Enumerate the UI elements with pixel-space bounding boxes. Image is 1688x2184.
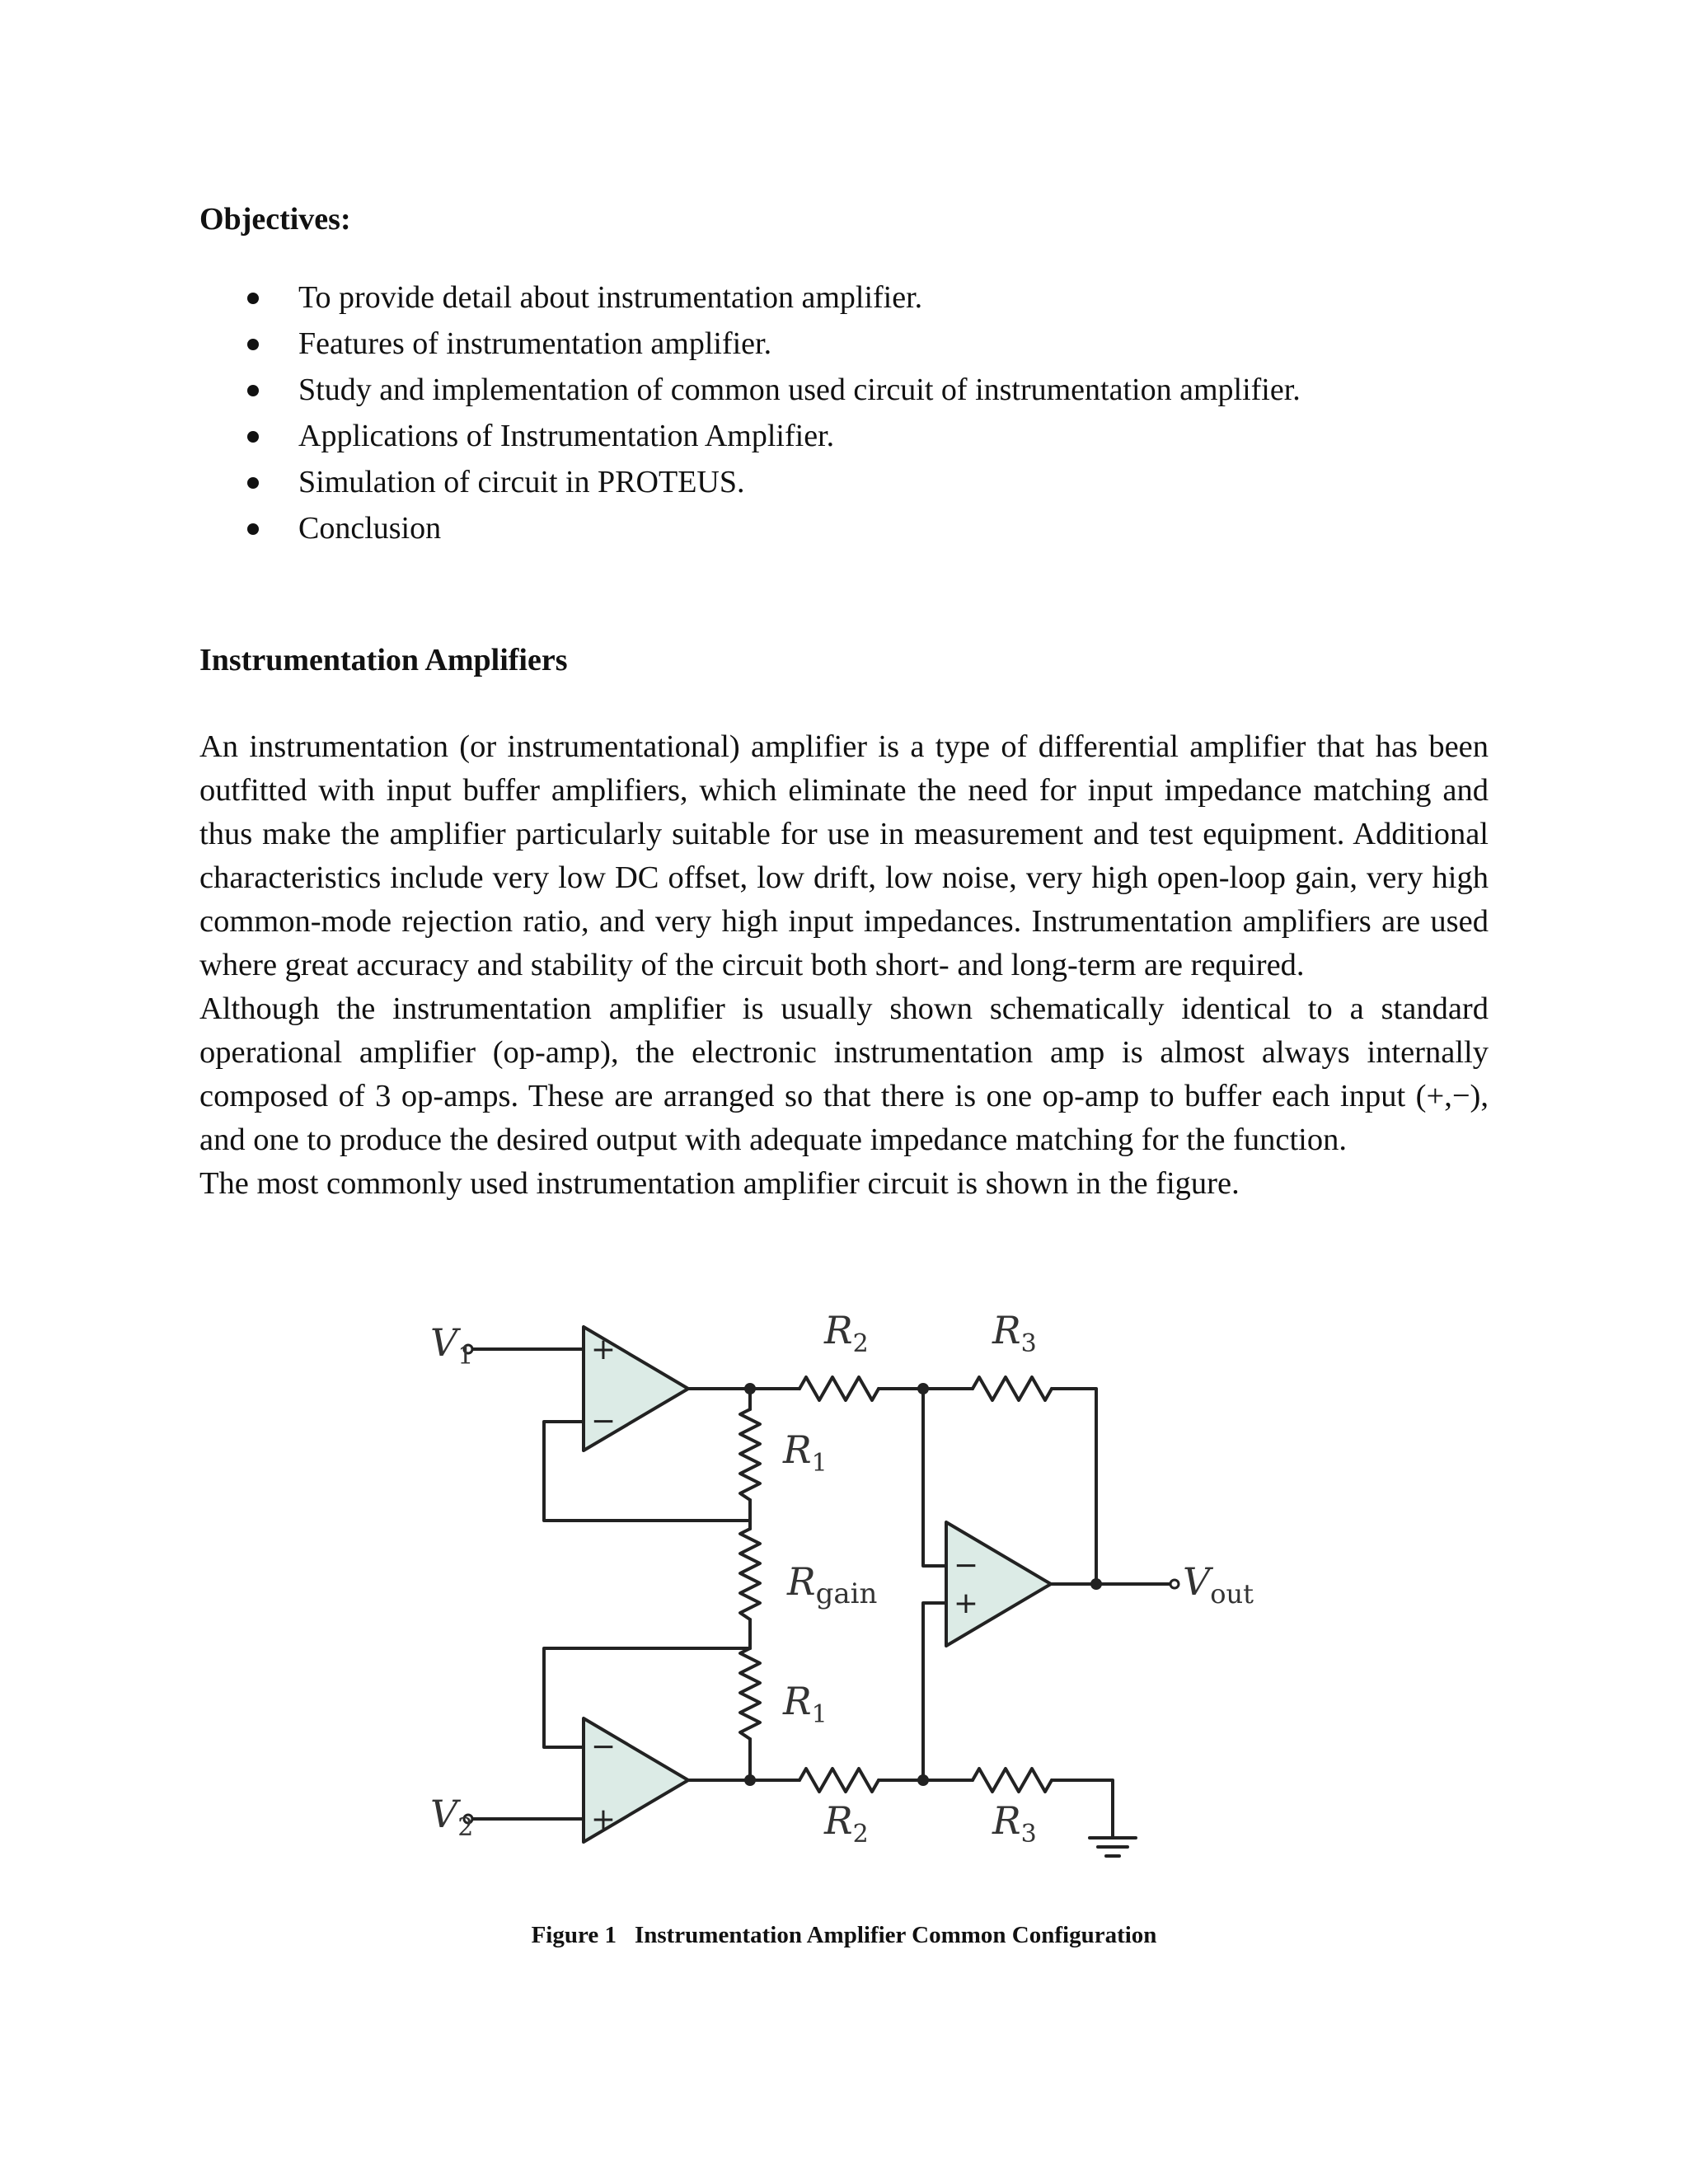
resistor-r3-top xyxy=(973,1377,1052,1400)
junction-dot xyxy=(917,1383,929,1394)
figure-caption-number: Figure 1 xyxy=(531,1922,617,1948)
bullet-icon xyxy=(247,293,259,304)
bullet-icon xyxy=(247,339,259,350)
paragraph-figure-intro: The most commonly used instrumentation amplifier circuit is shown in the figure. xyxy=(199,1166,1240,1201)
objective-item xyxy=(199,274,1518,321)
label-r3-bottom: $R_3$ xyxy=(992,1798,1037,1849)
label-vout: $V_{out}$ xyxy=(1183,1559,1254,1610)
bullet-icon xyxy=(247,385,259,396)
objective-item xyxy=(199,321,1518,367)
opamp2-plus-sign: + xyxy=(590,1802,617,1836)
circuit-figure xyxy=(412,1306,1286,1900)
label-v1: $V_1$ xyxy=(430,1320,474,1371)
objective-item xyxy=(199,367,1518,413)
bullet-icon xyxy=(247,523,259,535)
wire-op2-feedback xyxy=(544,1648,750,1747)
objective-text: Conclusion xyxy=(298,511,442,546)
section-body xyxy=(199,725,1489,1206)
figure-caption xyxy=(0,1920,1688,1950)
resistor-r1-bottom xyxy=(740,1648,760,1739)
objective-item xyxy=(199,413,1518,459)
objective-text: Applications of Instrumentation Amplifier. xyxy=(298,419,835,453)
wire-feedback-output xyxy=(1052,1389,1096,1584)
wire-op1-feedback xyxy=(544,1422,750,1521)
label-r2-top: $R_2$ xyxy=(824,1308,869,1358)
bullet-icon xyxy=(247,431,259,443)
bullet-icon xyxy=(247,477,259,489)
objective-item xyxy=(199,505,1518,551)
objective-text: To provide detail about instrumentation amplifier. xyxy=(298,280,923,315)
junction-dot xyxy=(1090,1578,1102,1590)
terminal-vout xyxy=(1170,1580,1179,1588)
wire-op3-noninverting xyxy=(923,1603,946,1780)
objective-text: Simulation of circuit in PROTEUS. xyxy=(298,465,745,499)
wire-ground xyxy=(1052,1780,1113,1838)
label-rgain: $R_{gain}$ xyxy=(787,1559,878,1610)
section-heading: Instrumentation Amplifiers xyxy=(199,643,568,677)
resistor-r2-top xyxy=(799,1377,879,1400)
figure-caption-text: Instrumentation Amplifier Common Configuration xyxy=(634,1922,1157,1948)
junction-dot xyxy=(744,1774,756,1786)
label-r1-top: $R_1$ xyxy=(783,1427,828,1478)
objective-item xyxy=(199,459,1518,505)
objective-text: Features of instrumentation amplifier. xyxy=(298,326,772,361)
opamp3-plus-sign: + xyxy=(953,1586,979,1620)
objectives-heading: Objectives: xyxy=(199,202,351,237)
label-v2: $V_2$ xyxy=(430,1792,474,1842)
paragraph-internal-structure: Although the instrumentation amplifier is usually shown schematically identical to a standard operational amplifier (op-amp), the electronic instrumentation amp is almost always internally composed of 3 op-amps. These are arranged so that there is one op-amp to buffer each input (+,−), and one to produce the desired output with adequate impedance matching for the function. xyxy=(199,991,1489,1157)
resistor-rgain xyxy=(740,1529,760,1619)
instrumentation-amplifier-schematic xyxy=(412,1306,1286,1900)
wire-op3-inverting xyxy=(923,1389,946,1566)
resistor-r2-bottom xyxy=(799,1769,879,1792)
opamp2-minus-sign: − xyxy=(590,1730,617,1764)
junction-dot xyxy=(744,1383,756,1394)
resistor-r3-bottom xyxy=(973,1769,1052,1792)
objectives-list xyxy=(199,274,1518,551)
label-r3-top: $R_3$ xyxy=(992,1308,1037,1358)
label-r2-bottom: $R_2$ xyxy=(824,1798,869,1849)
junction-dot xyxy=(917,1774,929,1786)
opamp1-minus-sign: − xyxy=(590,1404,617,1438)
opamp-3 xyxy=(946,1522,1051,1646)
opamp3-minus-sign: − xyxy=(953,1549,979,1582)
paragraph-definition: An instrumentation (or instrumentational) amplifier is a type of differential amplifier that has been outfitted with input buffer amplifiers, which eliminate the need for input impedance matching and thus make the amplifier particularly suitable for use in measurement and test equipment. Additional characteristics include very low DC offset, low drift, low noise, very high open-loop gain, very high common-mode rejection ratio, and very high input impedances. Instrumentation amplifiers are used where great accuracy and stability of the circuit both short- and long-term are required. xyxy=(199,729,1489,982)
opamp1-plus-sign: + xyxy=(590,1333,617,1366)
objective-text: Study and implementation of common used circuit of instrumentation amplifier. xyxy=(298,373,1301,407)
resistor-r1-top xyxy=(740,1409,760,1500)
label-r1-bottom: $R_1$ xyxy=(783,1679,828,1729)
